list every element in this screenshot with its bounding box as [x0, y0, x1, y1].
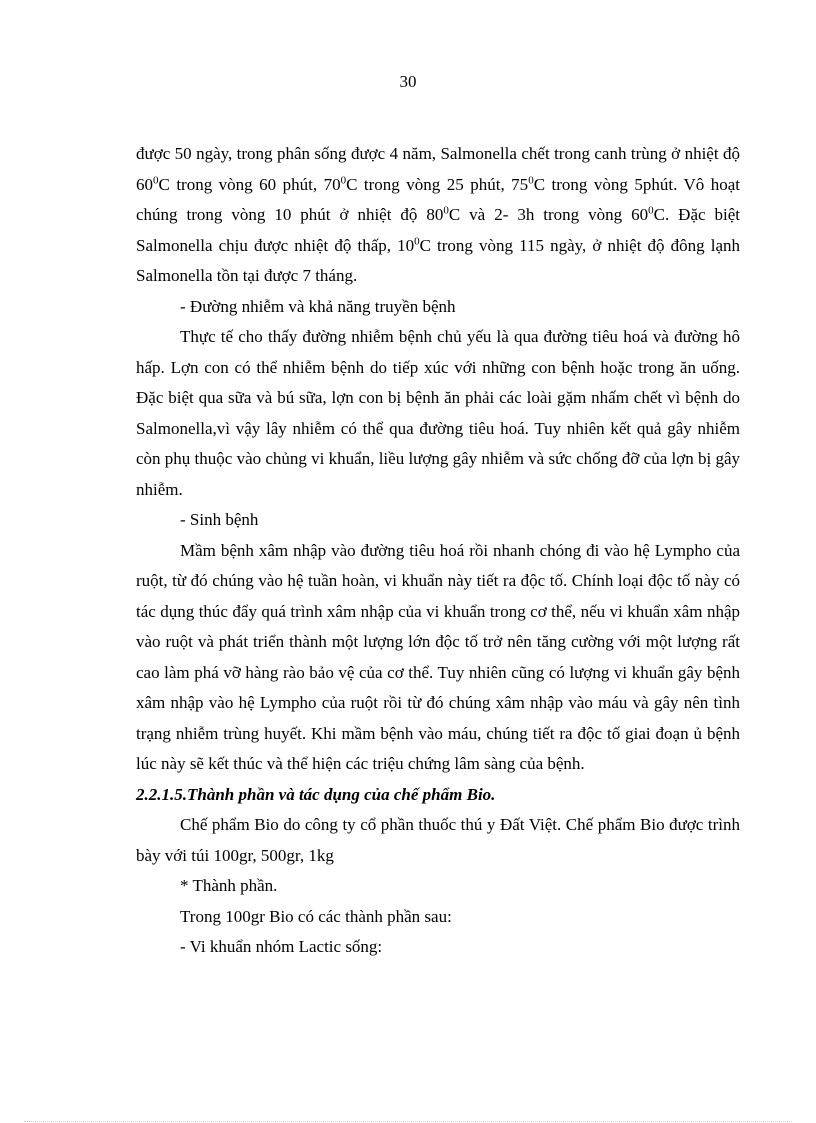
section-heading: 2.2.1.5.Thành phần và tác dụng của chế phẩm Bio.	[136, 784, 496, 804]
degree-superscript: 0	[340, 173, 347, 186]
lactic-bacteria-item: - Vi khuẩn nhóm Lactic sống:	[180, 937, 383, 956]
text-segment: C trong vòng 115 ngày, ở nhiệt độ đông lạnh Salmonella tồn tại được 7 tháng.	[136, 235, 740, 285]
text-segment: C trong vòng 5phút. Vô hoạt chúng trong vòng 10 phút ở nhiệt độ 80	[136, 174, 741, 224]
text-segment: C trong vòng 60 phút, 70	[158, 174, 341, 194]
paragraph-pathogenesis: Mầm bệnh xâm nhập vào đường tiêu hoá rồi nhanh chóng đi vào hệ Lympho của ruột, từ đó chúng vào hệ tuần hoàn, vi khuẩn này tiết ra độc tố. Chính loại độc tố này có tác dụng thúc đẩy quá trình xâm nhập của vi khuẩn trong cơ thể, nếu vi khuẩn xâm nhập vào ruột và phát triển thành một lượng lớn độc tố trở nên tăng cường với một lượng rất cao làm phá vỡ hàng rào bảo vệ của cơ thể. Tuy nhiên cũng có lượng vi khuẩn gây bệnh xâm nhập vào hệ Lympho của ruột rồi từ đó chúng xâm nhập vào máu và gây nên tình trạng nhiễm trùng huyết. Khi mầm bệnh vào máu, chúng tiết ra độc tố giai đoạn ủ bệnh lúc này sẽ kết thúc và thể hiện các triệu chứng lâm sàng của bệnh.	[136, 540, 740, 773]
subheading-transmission: - Đường nhiễm và khả năng truyền bệnh	[180, 296, 456, 316]
subheading-pathogenesis: - Sinh bệnh	[180, 510, 259, 529]
degree-superscript: 0	[528, 173, 534, 186]
text-segment: C. Đặc biệt Salmonella chịu được nhiệt độ thấp, 10	[136, 205, 740, 255]
paragraph-transmission: Thực tế cho thấy đường nhiễm bệnh chủ yếu là qua đường tiêu hoá và đường hô hấp. Lợn con có thể nhiễm bệnh do tiếp xúc với những con bệnh hoặc trong ăn uống. Đặc biệt qua sữa và bú sữa, lợn con bị bệnh ăn phải các loài gặm nhấm chết vì bệnh do Salmonella,vì vậy lây nhiễm có thể qua đường tiêu hoá. Tuy nhiên kết quả gây nhiễm còn phụ thuộc vào chủng vi khuẩn, liều lượng gây nhiễm và sức chống đỡ của lợn bị gây nhiễm.	[136, 327, 740, 499]
paragraph-survival	[136, 139, 740, 292]
paragraph-bio-product: Chế phẩm Bio do công ty cổ phần thuốc thú y Đất Việt. Chế phẩm Bio được trình bày với túi 100gr, 500gr, 1kg	[136, 815, 740, 865]
degree-superscript: 0	[414, 234, 420, 247]
degree-superscript: 0	[443, 204, 449, 217]
bottom-dotted-rule	[24, 1121, 792, 1122]
composition-intro: Trong 100gr Bio có các thành phần sau:	[180, 906, 452, 926]
degree-superscript: 0	[648, 204, 654, 217]
composition-label: * Thành phần.	[180, 876, 278, 895]
text-segment: được 50 ngày, trong phân sống được 4 năm, Salmonella chết trong canh trùng ở nhiệt độ 60	[136, 144, 740, 194]
document-body	[136, 139, 740, 963]
page-number: 30	[399, 72, 417, 91]
text-segment: C và 2- 3h trong vòng 60	[448, 205, 649, 224]
degree-superscript: 0	[153, 173, 159, 186]
text-segment: C trong vòng 25 phút, 75	[346, 174, 529, 194]
